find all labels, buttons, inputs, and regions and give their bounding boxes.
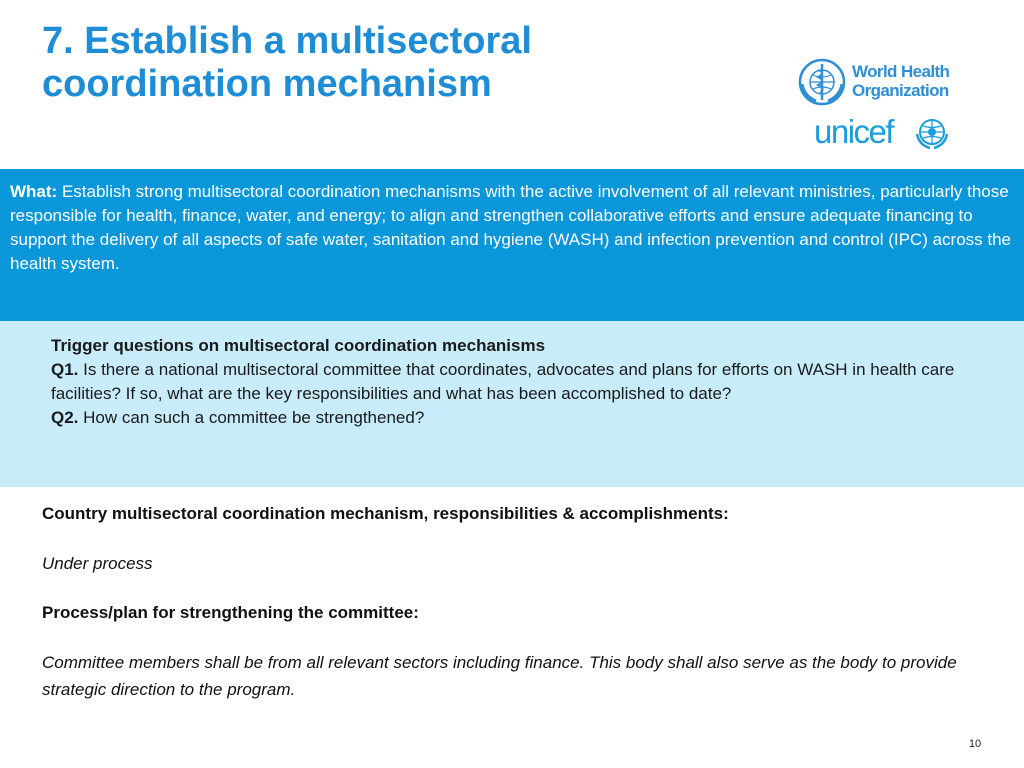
- who-emblem-icon: [796, 56, 848, 108]
- unicef-emblem-icon: [914, 114, 950, 150]
- what-label: What:: [10, 182, 58, 201]
- q1-label: Q1.: [51, 360, 79, 379]
- section1-heading: Country multisectoral coordination mechanism, responsibilities & accomplishments:: [42, 504, 729, 523]
- slide-title: [42, 20, 682, 106]
- q2-text: How can such a committee be strengthened?: [83, 408, 425, 427]
- who-line-1: World Health: [852, 62, 950, 81]
- title-line-1: 7. Establish a multisectoral: [42, 20, 532, 62]
- section1-answer: Under process: [42, 554, 153, 573]
- what-text: Establish strong multisectoral coordination mechanisms with the active involvement of all relevant ministries, particularly those responsible for health, finance, water, and energy; to align and strengthen collaborative efforts and ensure adequate financing to support the delivery of all aspects of safe water, sanitation and hygiene (WASH) and infection prevention and control (IPC) across the health system.: [10, 182, 1012, 273]
- content-area: [42, 502, 992, 703]
- q2-label: Q2.: [51, 408, 79, 427]
- what-panel: [0, 169, 1024, 321]
- trigger-heading: Trigger questions on multisectoral coordination mechanisms: [51, 336, 546, 355]
- q1-text: Is there a national multisectoral committee that coordinates, advocates and plans for efforts on WASH in health care facilities? If so, what are the key responsibilities and what has been accomplished to date?: [51, 360, 955, 403]
- trigger-questions-panel: [0, 321, 1024, 487]
- section2-heading: Process/plan for strengthening the committee:: [42, 603, 419, 622]
- who-logo-text: [852, 62, 949, 100]
- unicef-logo: [814, 112, 954, 154]
- title-line-2: coordination mechanism: [42, 63, 492, 105]
- trigger-question-1: [51, 358, 964, 406]
- unicef-logo-text: unicef: [814, 113, 894, 150]
- page-number: 10: [968, 738, 982, 750]
- trigger-question-2: [51, 406, 964, 430]
- section2-answer: Committee members shall be from all relevant sectors including finance. This body shall also serve as the body to provide strategic direction to the program.: [42, 653, 957, 699]
- who-logo: [796, 56, 956, 108]
- who-line-2: Organization: [852, 81, 949, 100]
